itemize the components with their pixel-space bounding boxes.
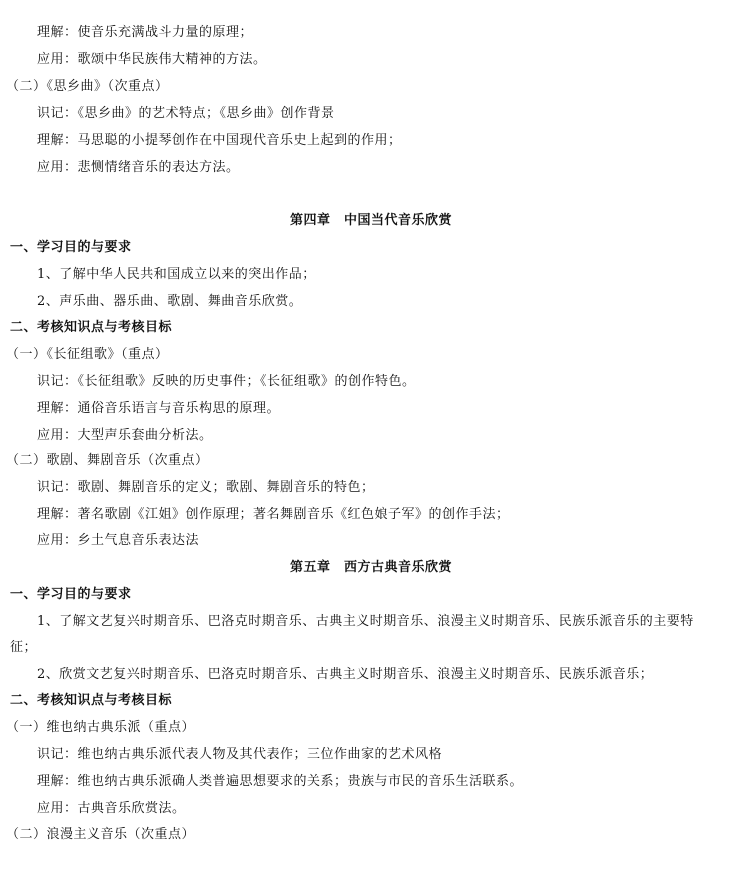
text-line: 1、了解中华人民共和国成立以来的突出作品； xyxy=(37,267,316,282)
text-line: 2、声乐曲、器乐曲、歌剧、舞曲音乐欣赏。 xyxy=(37,294,303,309)
text-line: 理解：马思聪的小提琴创作在中国现代音乐史上起到的作用； xyxy=(37,133,402,148)
text-line: 识记：歌剧、舞剧音乐的定义；歌剧、舞剧音乐的特色； xyxy=(37,480,375,495)
text-line: 应用：大型声乐套曲分析法。 xyxy=(37,428,213,443)
subsection-heading: （二）浪漫主义音乐（次重点） xyxy=(6,827,196,842)
text-line: 1、了解文艺复兴时期音乐、巴洛克时期音乐、古典主义时期音乐、浪漫主义时期音乐、民族乐派音乐的主要特 xyxy=(37,614,694,629)
text-line: 识记：《长征组歌》反映的历史事件；《长征组歌》的创作特色。 xyxy=(37,374,416,389)
text-line: 2、欣赏文艺复兴时期音乐、巴洛克时期音乐、古典主义时期音乐、浪漫主义时期音乐、民族乐派音乐； xyxy=(37,667,654,682)
chapter-title: 第五章 西方古典音乐欣赏 xyxy=(289,560,452,575)
text-line: 应用：乡土气息音乐表达法 xyxy=(37,533,200,548)
subsection-heading: （一）维也纳古典乐派（重点） xyxy=(6,720,196,735)
subsection-heading: （一）《长征组歌》（重点） xyxy=(6,347,169,362)
section-heading: 一、学习目的与要求 xyxy=(10,587,132,602)
text-line: 应用：歌颂中华民族伟大精神的方法。 xyxy=(37,52,267,67)
section-heading: 二、考核知识点与考核目标 xyxy=(10,693,173,708)
subsection-heading: （二）歌剧、舞剧音乐（次重点） xyxy=(6,453,209,468)
text-line: 征； xyxy=(10,640,38,655)
text-line: 理解：维也纳古典乐派确人类普遍思想要求的关系；贵族与市民的音乐生活联系。 xyxy=(37,774,524,789)
section-heading: 二、考核知识点与考核目标 xyxy=(10,320,173,335)
section-heading: （二）《思乡曲》（次重点） xyxy=(6,79,169,94)
text-line: 应用：悲恻情绪音乐的表达方法。 xyxy=(37,160,240,175)
chapter-title: 第四章 中国当代音乐欣赏 xyxy=(289,213,452,228)
text-line: 理解：使音乐充满战斗力量的原理； xyxy=(37,25,254,40)
text-line: 应用：古典音乐欣赏法。 xyxy=(37,801,186,816)
section-heading: 一、学习目的与要求 xyxy=(10,240,132,255)
text-line: 理解：通俗音乐语言与音乐构思的原理。 xyxy=(37,401,281,416)
text-line: 识记：《思乡曲》的艺术特点；《思乡曲》创作背景 xyxy=(37,106,335,121)
text-line: 识记：维也纳古典乐派代表人物及其代表作；三位作曲家的艺术风格 xyxy=(37,747,443,762)
text-line: 理解：著名歌剧《江姐》创作原理；著名舞剧音乐《红色娘子军》的创作手法； xyxy=(37,507,510,522)
